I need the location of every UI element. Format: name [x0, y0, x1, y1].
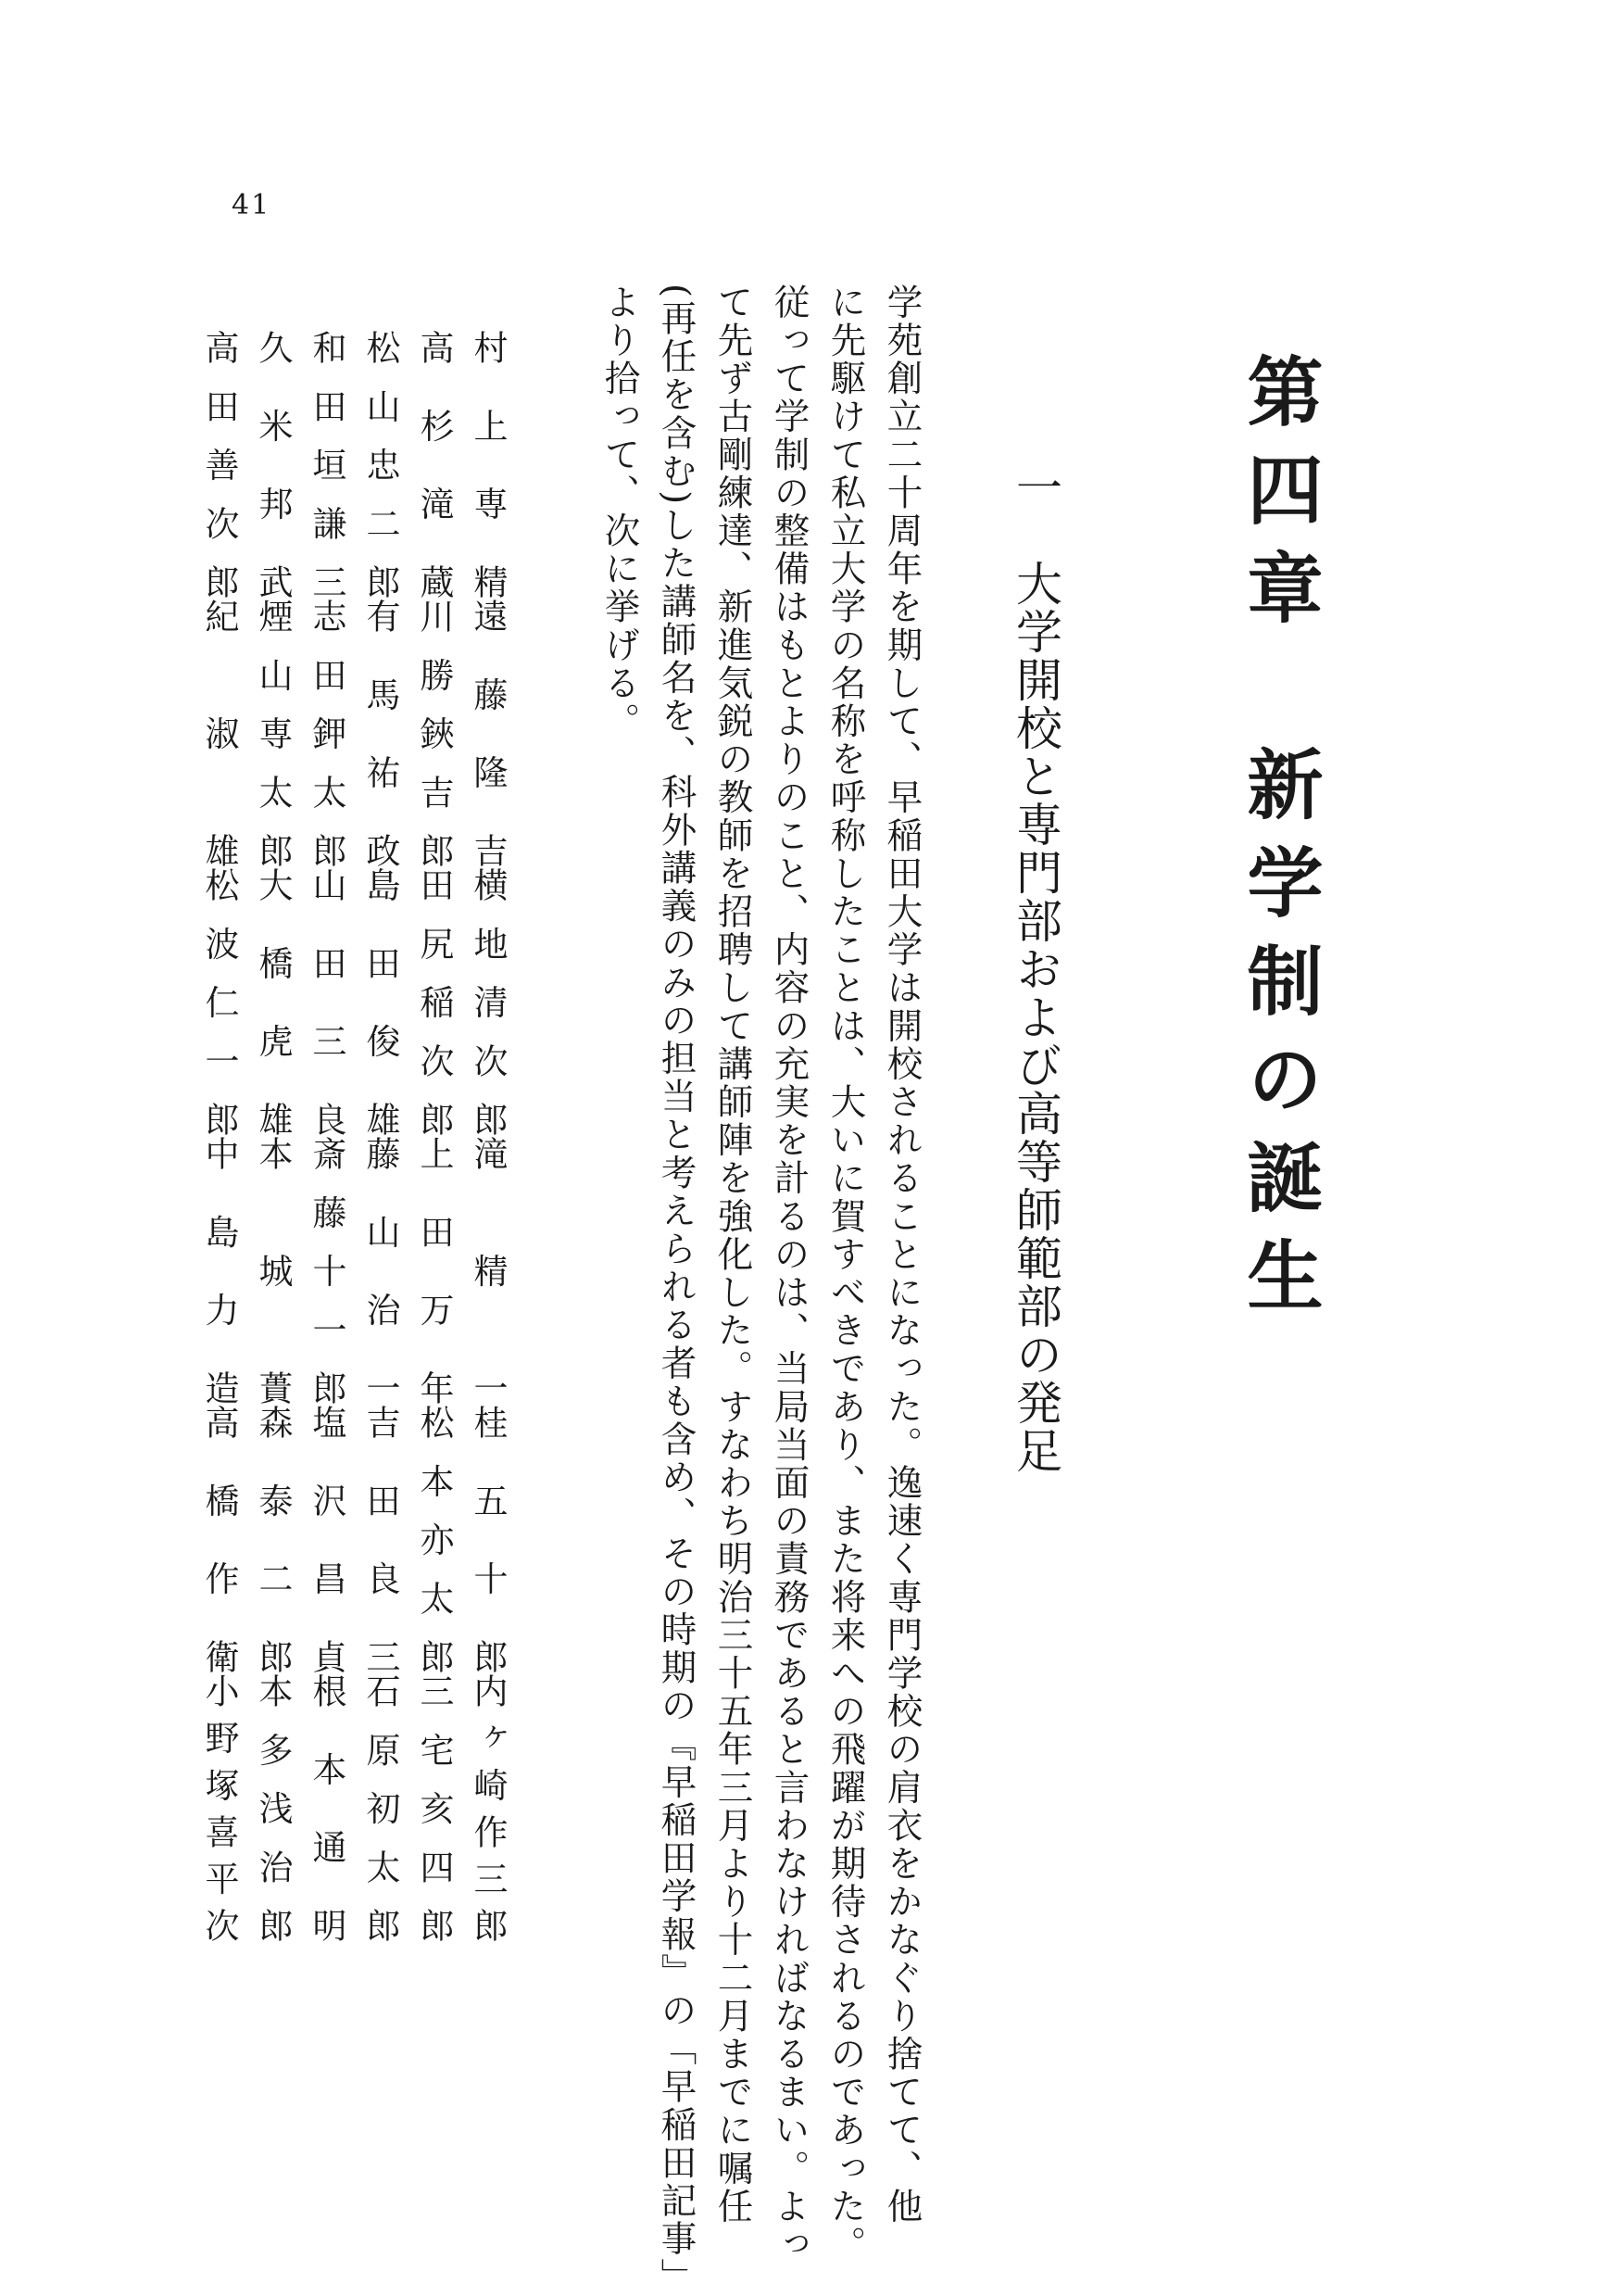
body-line-2: に先駆けて私立大学の名称を呼称したことは、大いに賀すべきであり、また将来への飛躍が期待されるのであった。 [824, 284, 867, 2264]
section-title: 一 大学開校と専門部および高等師範部の発足 [1009, 463, 1062, 1475]
lecturer-name: 内ヶ崎作三郎 [468, 1673, 508, 1942]
lecturer-name: 山田三良 [307, 867, 346, 1136]
lecturer-name: 滝精一 [468, 1136, 508, 1405]
lecturer-name: 横地清次郎 [468, 867, 508, 1136]
lecturer-name: 遠藤隆吉 [468, 599, 508, 867]
lecturer-name: 松本亦太郎 [414, 1405, 454, 1673]
lecturer-name: 久米邦武 [253, 330, 293, 599]
lecturer-name: 田尻稲次郎 [414, 867, 454, 1136]
lecturer-name: 本城蕢 [253, 1136, 293, 1405]
body-line-1: 学苑創立二十周年を期して、早稲田大学は開校されることになった。逸速く専門学校の肩衣をかなぐり捨てて、他 [881, 284, 923, 2227]
lecturer-name: 本多浅治郎 [253, 1673, 293, 1942]
lecturer-name: 志田鉀太郎 [307, 599, 346, 867]
lecturer-name: 松波仁一郎 [199, 867, 239, 1136]
lecturer-name: 根本通明 [307, 1673, 346, 1942]
body-line-3: 従って学制の整備はもとよりのこと、内容の充実を計るのは、当局当面の責務であると言わなければなるまい。よっ [768, 284, 810, 2264]
lecturer-name: 和田垣謙三 [307, 330, 346, 599]
lecturer-name: 桂五十郎 [468, 1405, 508, 1673]
lecturer-name: 高橋作衛 [199, 1405, 239, 1673]
lecturer-name: 村上専精 [468, 330, 508, 599]
lecturer-name: 大橋虎雄 [253, 867, 293, 1136]
page-number: 41 [232, 189, 271, 221]
lecturer-name: 有馬祐政 [360, 599, 400, 867]
body-line-6: より拾って、次に挙げる。 [598, 284, 641, 741]
lecturer-name: 吉田良三 [360, 1405, 400, 1673]
lecturer-name: 塩沢昌貞 [307, 1405, 346, 1673]
lecturer-name: 斎藤十一郎 [307, 1136, 346, 1405]
lecturer-name: 紀淑雄 [199, 599, 239, 867]
lecturer-name: 高杉滝蔵 [414, 330, 454, 599]
body-line-5: (再任を含む)した講師名を、科外講義のみの担当と考えられる者も含め、その時期の『早稲田学報』の「早稲田記事」 [655, 284, 697, 2296]
chapter-title: 第四章 新学制の誕生 [1235, 352, 1324, 1334]
lecturer-name: 中島力造 [199, 1136, 239, 1405]
lecturer-name: 上田万年 [414, 1136, 454, 1405]
lecturer-name: 島田俊雄 [360, 867, 400, 1136]
lecturer-name: 三宅亥四郎 [414, 1673, 454, 1942]
lecturer-name: 石原初太郎 [360, 1673, 400, 1942]
lecturer-name: 小野塚喜平次 [199, 1673, 239, 1942]
lecturer-name: 煙山専太郎 [253, 599, 293, 867]
lecturer-name: 川勝鋏吉郎 [414, 599, 454, 867]
lecturer-name: 高田善次郎 [199, 330, 239, 599]
lecturer-name: 松山忠二郎 [360, 330, 400, 599]
lecturer-name: 藤山治一 [360, 1136, 400, 1405]
lecturer-name: 森泰二郎 [253, 1405, 293, 1673]
body-line-4: て先ず古剛練達、新進気鋭の教師を招聘して講師陣を強化した。すなわち明治三十五年三月より十二月までに嘱任 [711, 284, 754, 2227]
